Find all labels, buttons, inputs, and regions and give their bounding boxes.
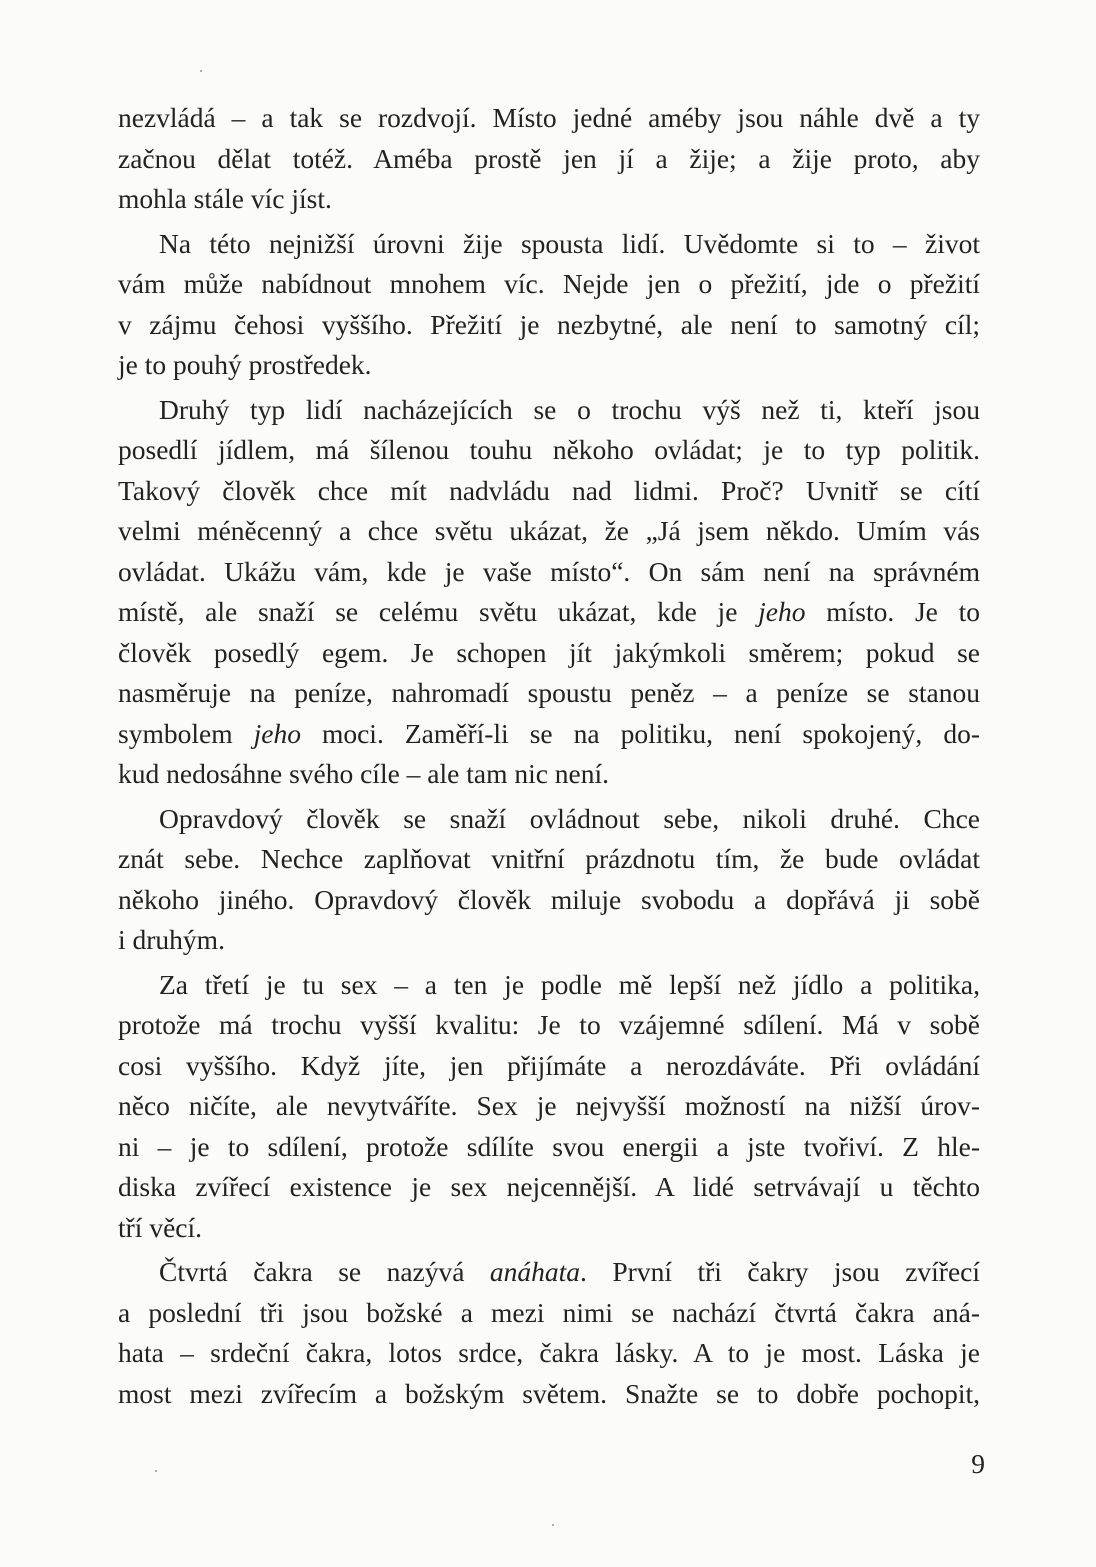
paragraph: [118, 390, 980, 795]
text-line: mohla stále víc jíst.: [118, 183, 332, 214]
body-text: [118, 98, 980, 1418]
paper-speck: [552, 1524, 554, 1526]
text-line: Opravdový člověk se snaží ovládnout sebe, nikoli druhé. Chce: [159, 802, 980, 834]
text-line: symbolem jeho moci. Zaměří-li se na politiku, není spokojený, do-: [118, 717, 980, 749]
text-line: Na této nejnižší úrovni žije spousta lidí. Uvědomte si to – život: [159, 227, 980, 259]
text-line: něco ničíte, ale nevytváříte. Sex je nejvyšší možností na nižší úrov-: [118, 1090, 980, 1121]
text-line: posedlí jídlem, má šílenou touhu někoho ovládat; je to typ politik.: [118, 434, 980, 465]
text-line: Takový člověk chce mít nadvládu nad lidmi. Proč? Uvnitř se cítí: [118, 474, 980, 506]
paragraph: [118, 224, 980, 386]
text-line: Čtvrtá čakra se nazývá anáhata. První tři čakry jsou zvířecí: [159, 1256, 980, 1287]
text-line: Druhý typ lidí nacházejících se o trochu výš než ti, kteří jsou: [159, 393, 980, 425]
text-line: znát sebe. Nechce zaplňovat vnitřní prázdnotu tím, že bude ovládat: [118, 843, 980, 874]
text-line: někoho jiného. Opravdový člověk miluje svobodu a dopřává ji sobě: [118, 883, 980, 915]
text-line: vám může nabídnout mnohem víc. Nejde jen o přežití, jde o přežití: [118, 268, 980, 299]
paper-speck: [200, 70, 202, 72]
text-line: velmi méněcenný a chce světu ukázat, že „Já jsem někdo. Umím vás: [118, 515, 980, 546]
text-line: tří věcí.: [118, 1211, 202, 1243]
text-line: most mezi zvířecím a božským světem. Snažte se to dobře pochopit,: [118, 1377, 980, 1409]
text-line: nezvládá – a tak se rozdvojí. Místo jedné améby jsou náhle dvě a ty: [118, 102, 980, 133]
text-line: Za třetí je tu sex – a ten je podle mě lepší než jídlo a politika,: [159, 968, 980, 1000]
text-line: diska zvířecí existence je sex nejcennější. A lidé setrvávají u těchto: [118, 1171, 980, 1202]
text-line: protože má trochu vyšší kvalitu: Je to vzájemné sdílení. Má v sobě: [118, 1009, 980, 1040]
paragraph: [118, 98, 980, 220]
page-number: 9: [971, 1448, 985, 1479]
emphasis: anáhata: [489, 1256, 581, 1287]
text-line: i druhým.: [118, 924, 225, 955]
paragraph: [118, 1252, 980, 1414]
text-line: v zájmu čehosi vyššího. Přežití je nezbytné, ale není to samotný cíl;: [118, 308, 980, 340]
text-line: člověk posedlý egem. Je schopen jít jakýmkoli směrem; pokud se: [118, 636, 980, 668]
emphasis: jeho: [253, 717, 301, 749]
emphasis: jeho: [758, 596, 806, 627]
text-line: kud nedosáhne svého cíle – ale tam nic není.: [118, 758, 610, 789]
text-line: ovládat. Ukážu vám, kde je vaše místo“. On sám není na správném: [118, 555, 980, 587]
text-line: ni – je to sdílení, protože sdílíte svou energii a jste tvořiví. Z hle-: [118, 1130, 980, 1162]
text-line: nasměruje na peníze, nahromadí spoustu peněz – a peníze se stanou: [118, 677, 980, 708]
text-line: začnou dělat totéž. Améba prostě jen jí a žije; a žije proto, aby: [118, 142, 980, 174]
text-line: cosi vyššího. Když jíte, jen přijímáte a nerozdáváte. Při ovládání: [118, 1049, 980, 1081]
text-line: je to pouhý prostředek.: [118, 349, 372, 380]
paragraph: [118, 799, 980, 961]
text-line: hata – srdeční čakra, lotos srdce, čakra lásky. A to je most. Láska je: [118, 1337, 980, 1368]
paper-speck: [155, 1470, 157, 1472]
text-line: a poslední tři jsou božské a mezi nimi se nachází čtvrtá čakra aná-: [118, 1296, 980, 1328]
paragraph: [118, 965, 980, 1249]
text-line: místě, ale snaží se celému světu ukázat, kde je jeho místo. Je to: [118, 596, 980, 627]
